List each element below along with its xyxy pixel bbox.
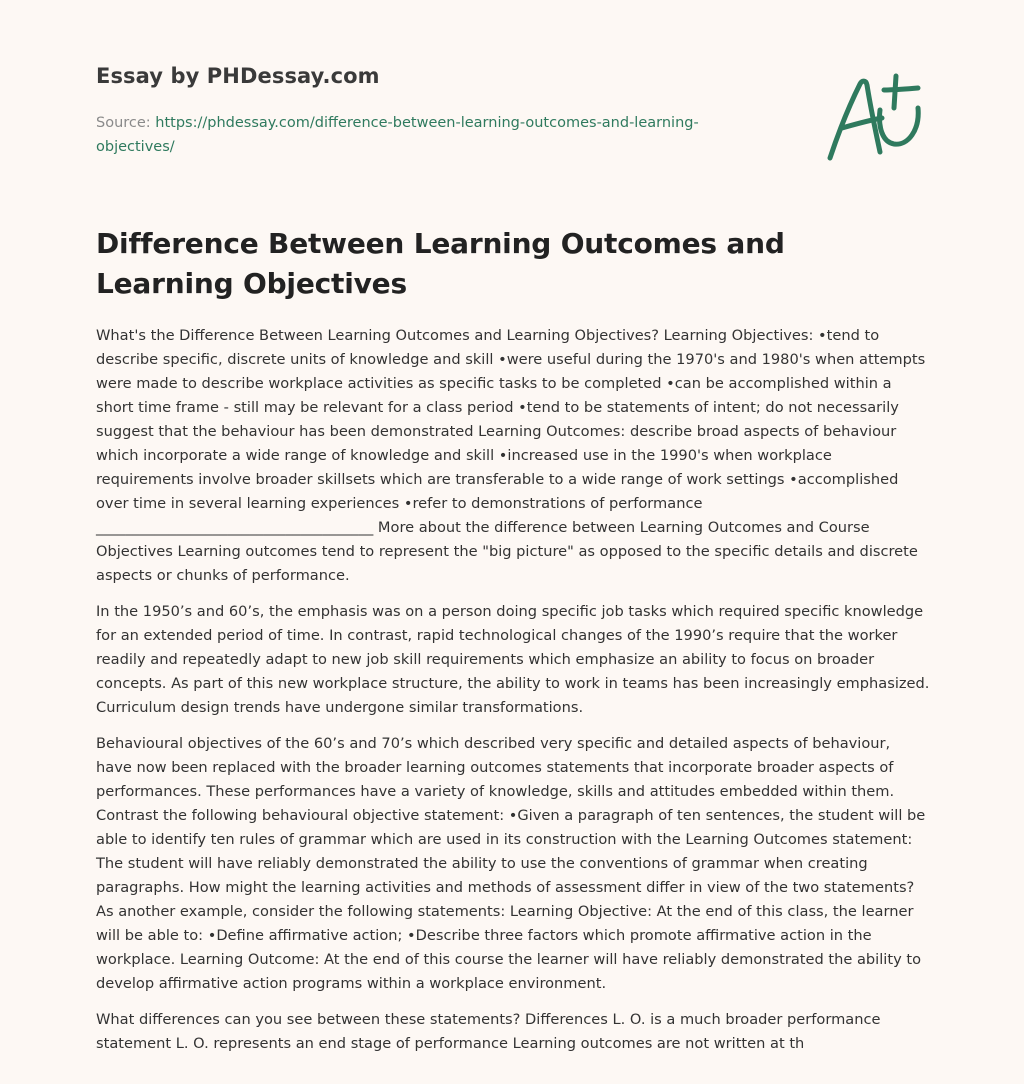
source-link[interactable]: https://phdessay.com/difference-between-learning-outcomes-and-learning-objectives/ [96,115,699,155]
paragraph: What's the Difference Between Learning Outcomes and Learning Objectives? Learning Objectives: •tend to describe specific, discrete units of knowledge and skill •were useful during the 1970's and 1980's when attempts were made to describe workplace activities as specific tasks to be completed •can be accomplished within a short time frame - still may be relevant for a class period •tend to be statements of intent; do not necessarily suggest that the behaviour has been demonstrated Learning Outcomes: describe broad aspects of behaviour which incorporate a wide range of knowledge and skill •increased use in the 1990's when workplace requirements involve broader skillsets which are transferable to a wide range of work settings •accomplished over time in several learning experiences •refer to demonstrations of performance ______________________________________ More about the difference between Learning Outcomes and Course Objectives Learning outcomes tend to represent the "big picture" as opposed to the specific details and discrete aspects or chunks of performance. [96,327,926,584]
source-line [96,111,736,159]
source-label: Source: [96,115,151,131]
paragraph: Behavioural objectives of the 60’s and 70’s which described very specific and detailed aspects of behaviour, have now been replaced with the broader learning outcomes statements that incorporate broader aspects of performances. These performances have a variety of knowledge, skills and attitudes embedded within them. Contrast the following behavioural objective statement: •Given a paragraph of ten sentences, the student will be able to identify ten rules of grammar which are used in its construction with the Learning Outcomes statement: The student will have reliably demonstrated the ability to use the conventions of grammar when creating paragraphs. How might the learning activities and methods of assessment differ in view of the two statements? As another example, consider the following statements: Learning Objective: At the end of this class, the learner will be able to: •Define affirmative action; •Describe three factors which promote affirmative action in the workplace. Learning Outcome: At the end of this course the learner will have reliably demonstrated the ability to develop affirmative action programs within a workplace environment. [96,735,926,992]
article-body [96,324,930,1068]
site-brand: Essay by PHDessay.com [96,64,380,88]
article-title: Difference Between Learning Outcomes and Learning Objectives [96,227,785,300]
paragraph: What differences can you see between these statements? Differences L. O. is a much broader performance statement L. O. represents an end stage of performance Learning outcomes are not written at th [96,1011,881,1052]
a-plus-logo-icon [822,68,930,164]
paragraph: In the 1950’s and 60’s, the emphasis was on a person doing specific job tasks which required specific knowledge for an extended period of time. In contrast, rapid technological changes of the 1990’s require that the worker readily and repeatedly adapt to new job skill requirements which emphasize an ability to focus on broader concepts. As part of this new workplace structure, the ability to work in teams has been increasingly emphasized. Curriculum design trends have undergone similar transformations. [96,603,930,716]
